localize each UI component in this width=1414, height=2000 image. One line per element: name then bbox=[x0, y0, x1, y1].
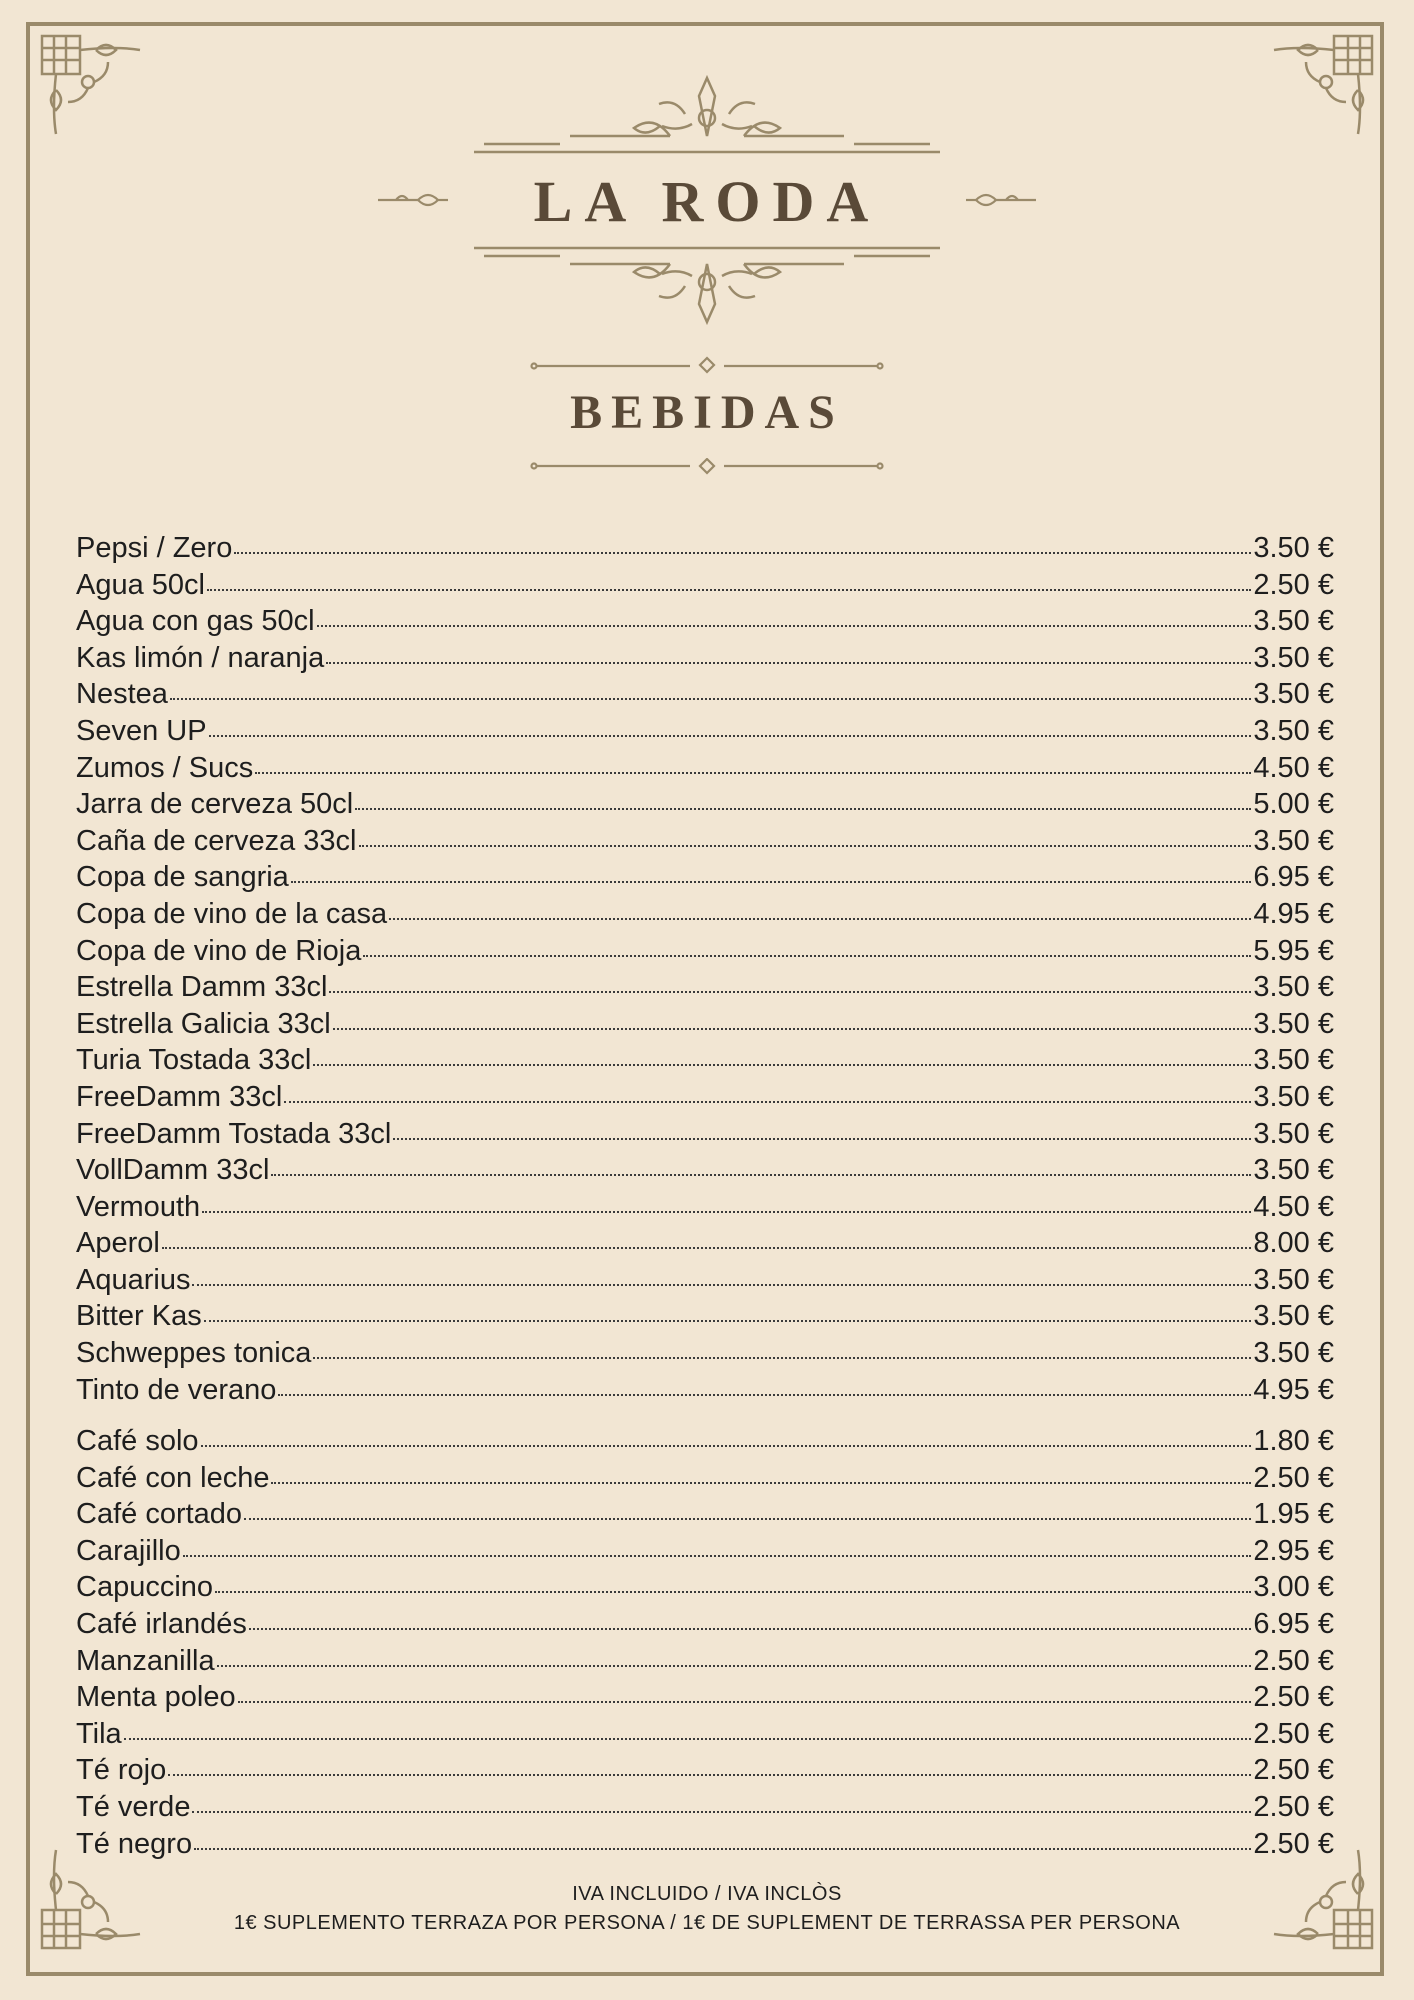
menu-item bbox=[76, 896, 1334, 933]
menu-item-name: Vermouth bbox=[76, 1190, 201, 1223]
menu-item-name: Copa de vino de la casa bbox=[76, 897, 388, 930]
menu-item bbox=[76, 567, 1334, 604]
menu-item bbox=[76, 1372, 1334, 1409]
corner-ornament-icon bbox=[36, 30, 146, 140]
menu-item-price: 3.50 € bbox=[1253, 714, 1334, 747]
menu-item bbox=[76, 1643, 1334, 1680]
corner-ornament-icon bbox=[1268, 30, 1378, 140]
menu-item-name: FreeDamm 33cl bbox=[76, 1080, 283, 1113]
menu-item-name: Copa de sangria bbox=[76, 861, 289, 894]
dot-leader bbox=[291, 881, 1252, 883]
menu-item bbox=[76, 1496, 1334, 1533]
dot-leader bbox=[168, 1774, 1251, 1776]
dot-leader bbox=[162, 1247, 1252, 1249]
menu-item bbox=[76, 1679, 1334, 1716]
dot-leader bbox=[278, 1394, 1251, 1396]
menu-item bbox=[76, 1079, 1334, 1116]
dot-leader bbox=[313, 1357, 1251, 1359]
menu-item-name: Seven UP bbox=[76, 714, 207, 747]
dot-leader bbox=[207, 589, 1251, 591]
menu-item-price: 3.50 € bbox=[1253, 1080, 1334, 1113]
menu-item-price: 1.80 € bbox=[1253, 1425, 1334, 1457]
menu-item-price: 5.95 € bbox=[1253, 934, 1334, 967]
menu-item-name: Té verde bbox=[76, 1790, 191, 1823]
dot-leader bbox=[234, 552, 1251, 554]
dot-leader bbox=[355, 808, 1251, 810]
menu-item-price: 8.00 € bbox=[1253, 1227, 1334, 1260]
dot-leader bbox=[271, 1482, 1251, 1484]
menu-item-price: 3.50 € bbox=[1253, 1117, 1334, 1150]
menu-item-name: FreeDamm Tostada 33cl bbox=[76, 1117, 392, 1150]
menu-item-price: 3.50 € bbox=[1253, 1007, 1334, 1040]
menu-item-name: Estrella Damm 33cl bbox=[76, 971, 328, 1004]
flourish-ornament-icon bbox=[470, 74, 944, 156]
menu-item bbox=[76, 1006, 1334, 1043]
diamond-ornament-icon bbox=[530, 354, 884, 374]
menu-item bbox=[76, 1189, 1334, 1226]
menu-item bbox=[76, 933, 1334, 970]
dot-leader bbox=[124, 1738, 1252, 1740]
menu-item-price: 4.50 € bbox=[1253, 751, 1334, 784]
hot-drinks-list bbox=[76, 1423, 1334, 1862]
menu-item bbox=[76, 676, 1334, 713]
dot-leader bbox=[238, 1701, 1252, 1703]
menu-item-price: 2.50 € bbox=[1253, 1790, 1334, 1823]
menu-item bbox=[76, 1116, 1334, 1153]
menu-item bbox=[76, 1569, 1334, 1606]
menu-item-name: Kas limón / naranja bbox=[76, 641, 325, 674]
menu-item bbox=[76, 859, 1334, 896]
menu-item bbox=[76, 1262, 1334, 1299]
dot-leader bbox=[244, 1518, 1251, 1520]
menu-item-price: 3.50 € bbox=[1253, 532, 1334, 564]
menu-item-price: 3.00 € bbox=[1253, 1571, 1334, 1604]
menu-item bbox=[76, 1716, 1334, 1753]
menu-item-price: 4.95 € bbox=[1253, 897, 1334, 930]
menu-item-name: Tinto de verano bbox=[76, 1373, 277, 1406]
menu-item-price: 3.50 € bbox=[1253, 824, 1334, 857]
menu-item bbox=[76, 1423, 1334, 1460]
dot-leader bbox=[363, 955, 1251, 957]
dot-leader bbox=[215, 1591, 1251, 1593]
menu-item-price: 6.95 € bbox=[1253, 861, 1334, 894]
menu-item bbox=[76, 640, 1334, 677]
menu-item-price: 2.95 € bbox=[1253, 1534, 1334, 1567]
dot-leader bbox=[326, 662, 1251, 664]
menu-item bbox=[76, 1533, 1334, 1570]
menu-item-name: Turia Tostada 33cl bbox=[76, 1044, 312, 1077]
menu-item-price: 2.50 € bbox=[1253, 568, 1334, 601]
menu-item-name: Jarra de cerveza 50cl bbox=[76, 788, 354, 821]
menu-item-name: Nestea bbox=[76, 678, 168, 711]
menu-item-price: 2.50 € bbox=[1253, 1827, 1334, 1860]
menu-item bbox=[76, 530, 1334, 567]
menu-item bbox=[76, 1225, 1334, 1262]
dot-leader bbox=[255, 772, 1251, 774]
menu-item-name: Café irlandés bbox=[76, 1607, 247, 1640]
dot-leader bbox=[359, 845, 1252, 847]
menu-item-name: Café con leche bbox=[76, 1461, 270, 1494]
section-title: BEBIDAS bbox=[570, 386, 844, 439]
dot-leader bbox=[249, 1628, 1251, 1630]
menu-item-name: Aquarius bbox=[76, 1263, 191, 1296]
menu-item-price: 3.50 € bbox=[1253, 605, 1334, 638]
menu-item bbox=[76, 1042, 1334, 1079]
drinks-list bbox=[76, 530, 1334, 1408]
dot-leader bbox=[313, 1064, 1251, 1066]
diamond-ornament-icon bbox=[530, 458, 884, 478]
dot-leader bbox=[393, 1138, 1251, 1140]
menu-item-name: Zumos / Sucs bbox=[76, 751, 254, 784]
menu-item-name: Caña de cerveza 33cl bbox=[76, 824, 357, 857]
tax-note: IVA INCLUIDO / IVA INCLÒS bbox=[572, 1883, 842, 1905]
dot-leader bbox=[201, 1445, 1252, 1447]
menu-item bbox=[76, 1752, 1334, 1789]
dot-leader bbox=[170, 698, 1251, 700]
menu-item-name: Manzanilla bbox=[76, 1644, 215, 1677]
menu-item bbox=[76, 823, 1334, 860]
menu-item bbox=[76, 969, 1334, 1006]
flourish-ornament-icon bbox=[470, 244, 944, 326]
dot-leader bbox=[284, 1101, 1251, 1103]
menu-item-name: Capuccino bbox=[76, 1571, 214, 1604]
menu-item-name: Schweppes tonica bbox=[76, 1337, 312, 1370]
menu-item-price: 6.95 € bbox=[1253, 1607, 1334, 1640]
dot-leader bbox=[333, 1028, 1252, 1030]
menu-item bbox=[76, 750, 1334, 787]
menu-item-name: Té negro bbox=[76, 1827, 193, 1860]
menu-item bbox=[76, 1298, 1334, 1335]
menu-item-price: 3.50 € bbox=[1253, 678, 1334, 711]
menu-item-price: 2.50 € bbox=[1253, 1754, 1334, 1787]
dot-leader bbox=[317, 625, 1252, 627]
menu-item bbox=[76, 786, 1334, 823]
menu-item-price: 3.50 € bbox=[1253, 1263, 1334, 1296]
menu-item-name: Menta poleo bbox=[76, 1681, 236, 1714]
menu-item-price: 1.95 € bbox=[1253, 1498, 1334, 1531]
menu-item bbox=[76, 1152, 1334, 1189]
menu-item-price: 3.50 € bbox=[1253, 1300, 1334, 1333]
dot-leader bbox=[209, 735, 1252, 737]
dot-leader bbox=[329, 991, 1251, 993]
dot-leader bbox=[204, 1320, 1252, 1322]
menu-item-name: Tila bbox=[76, 1717, 122, 1750]
restaurant-title: LA RODA bbox=[533, 169, 881, 234]
menu-item-name: Agua 50cl bbox=[76, 568, 205, 601]
dot-leader bbox=[192, 1284, 1251, 1286]
menu-item-name: Bitter Kas bbox=[76, 1300, 202, 1333]
menu-item bbox=[76, 1460, 1334, 1497]
dot-leader bbox=[192, 1811, 1251, 1813]
menu-item-name: Té rojo bbox=[76, 1754, 167, 1787]
menu-item-price: 3.50 € bbox=[1253, 1337, 1334, 1370]
dot-leader bbox=[202, 1211, 1251, 1213]
menu-item-name: Estrella Galicia 33cl bbox=[76, 1007, 331, 1040]
dot-leader bbox=[217, 1665, 1252, 1667]
menu-item-price: 3.50 € bbox=[1253, 1154, 1334, 1187]
menu-item bbox=[76, 1606, 1334, 1643]
menu-item-name: Copa de vino de Rioja bbox=[76, 934, 362, 967]
menu-item bbox=[76, 1789, 1334, 1826]
menu-item-price: 5.00 € bbox=[1253, 788, 1334, 821]
menu-item bbox=[76, 1335, 1334, 1372]
menu-item bbox=[76, 603, 1334, 640]
menu-item-name: Pepsi / Zero bbox=[76, 532, 233, 564]
menu-item-price: 4.95 € bbox=[1253, 1373, 1334, 1406]
menu-item bbox=[76, 1826, 1334, 1863]
dot-leader bbox=[183, 1555, 1252, 1557]
footer-notes bbox=[0, 1880, 1414, 1938]
menu-item-price: 3.50 € bbox=[1253, 971, 1334, 1004]
menu-item-price: 2.50 € bbox=[1253, 1644, 1334, 1677]
menu-item-price: 3.50 € bbox=[1253, 641, 1334, 674]
menu-item-name: VollDamm 33cl bbox=[76, 1154, 270, 1187]
menu-item-price: 3.50 € bbox=[1253, 1044, 1334, 1077]
menu-item-name: Agua con gas 50cl bbox=[76, 605, 315, 638]
menu-item-name: Café cortado bbox=[76, 1498, 243, 1531]
menu-item-name: Café solo bbox=[76, 1425, 199, 1457]
menu-item-price: 4.50 € bbox=[1253, 1190, 1334, 1223]
dot-leader bbox=[389, 918, 1251, 920]
dot-leader bbox=[194, 1848, 1251, 1850]
menu-item-price: 2.50 € bbox=[1253, 1717, 1334, 1750]
menu-item-price: 2.50 € bbox=[1253, 1461, 1334, 1494]
menu-item-price: 2.50 € bbox=[1253, 1681, 1334, 1714]
terrace-surcharge-note: 1€ SUPLEMENTO TERRAZA POR PERSONA / 1€ DE SUPLEMENT DE TERRASSA PER PERSONA bbox=[233, 1912, 1181, 1934]
menu-item bbox=[76, 713, 1334, 750]
menu-item-name: Aperol bbox=[76, 1227, 160, 1260]
menu-item-name: Carajillo bbox=[76, 1534, 181, 1567]
dot-leader bbox=[271, 1174, 1251, 1176]
